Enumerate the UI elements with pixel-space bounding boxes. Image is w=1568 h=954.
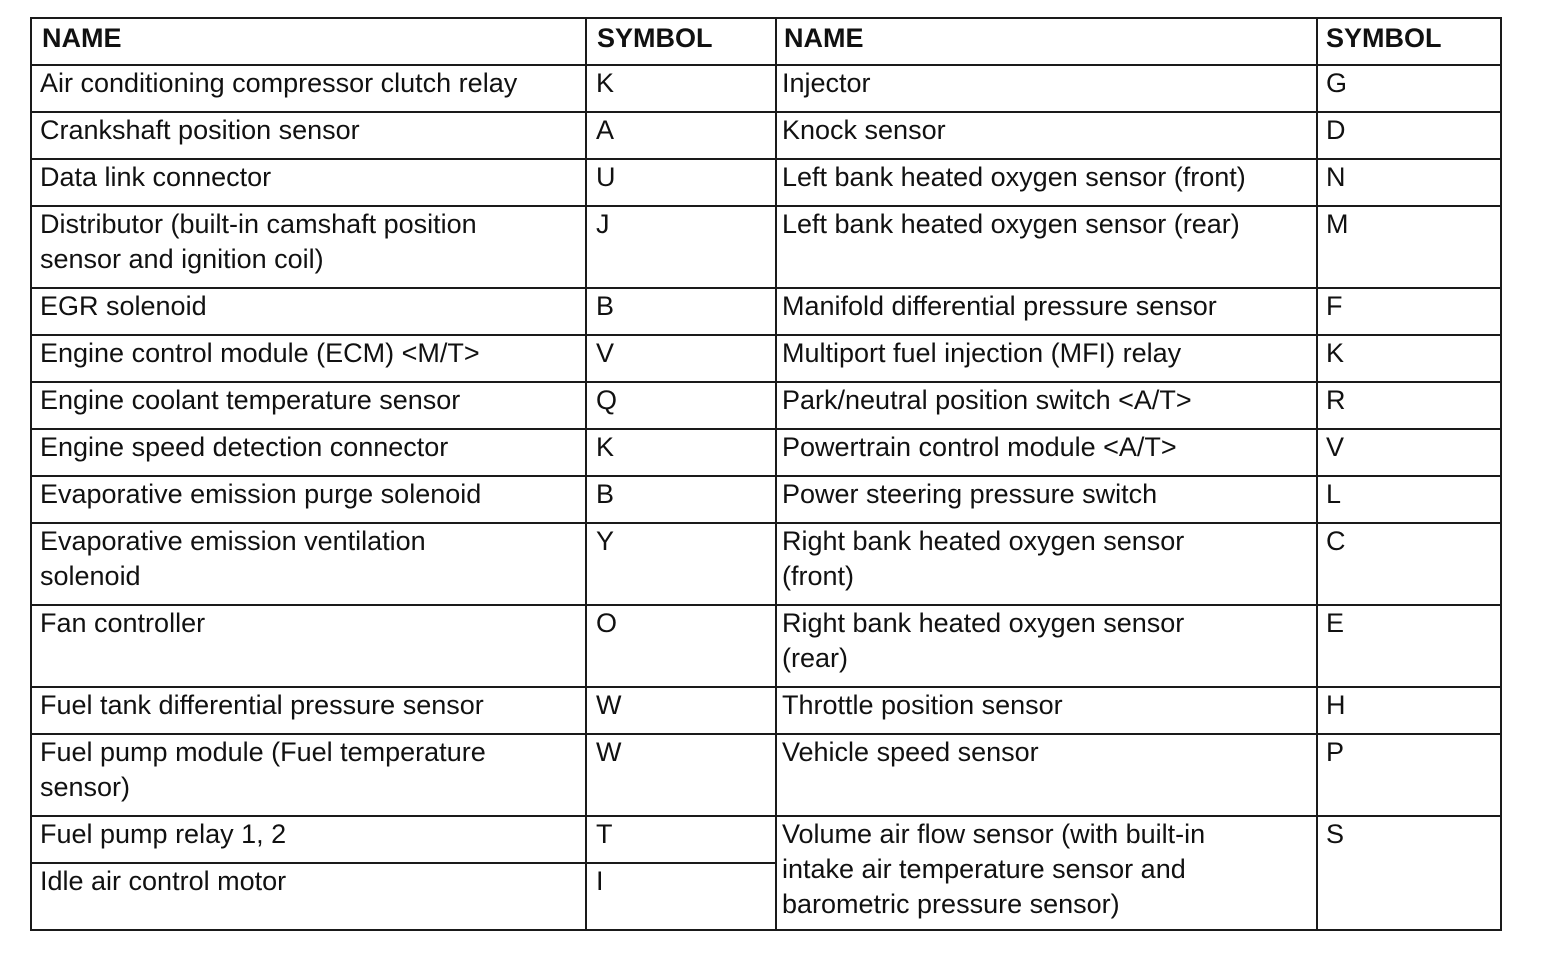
left-row-symbol: W bbox=[596, 690, 622, 720]
left-row-symbol: V bbox=[596, 338, 615, 368]
header-symbol-left: SYMBOL bbox=[597, 23, 713, 53]
left-row-symbol: O bbox=[596, 608, 618, 638]
left-row-name: EGR solenoid bbox=[40, 291, 207, 321]
left-row-symbol: K bbox=[596, 68, 615, 98]
header-name-left: NAME bbox=[42, 23, 122, 53]
right-row-symbol: R bbox=[1326, 385, 1346, 415]
right-row-name: Left bank heated oxygen sensor (front) bbox=[782, 162, 1246, 192]
left-row-symbol: Y bbox=[596, 526, 615, 556]
left-row-symbol: U bbox=[596, 162, 616, 192]
table-border-left bbox=[30, 17, 32, 931]
left-row-name: Engine speed detection connector bbox=[40, 432, 449, 462]
left-row-name: Fan controller bbox=[40, 608, 206, 638]
right-row-name: Volume air flow sensor (with built-in intake air temperature sensor and barometric pressure sensor) bbox=[782, 819, 1206, 919]
right-row-name: Injector bbox=[782, 68, 871, 98]
left-row-name: Air conditioning compressor clutch relay bbox=[40, 68, 518, 98]
header-name-right: NAME bbox=[784, 23, 864, 53]
left-row-name: Fuel tank differential pressure sensor bbox=[40, 690, 484, 720]
right-row-name: Manifold differential pressure sensor bbox=[782, 291, 1217, 321]
table-border-right bbox=[1500, 17, 1502, 931]
component-table bbox=[30, 17, 1502, 931]
right-row-name: Multiport fuel injection (MFI) relay bbox=[782, 338, 1182, 368]
left-row-name: Data link connector bbox=[40, 162, 272, 192]
left-row-name: Crankshaft position sensor bbox=[40, 115, 360, 145]
left-row-name: Evaporative emission purge solenoid bbox=[40, 479, 482, 509]
right-row-symbol: F bbox=[1326, 291, 1343, 321]
right-row-symbol: G bbox=[1326, 68, 1348, 98]
left-row-name: Fuel pump relay 1, 2 bbox=[40, 819, 287, 849]
right-row-symbol: E bbox=[1326, 608, 1345, 638]
column-rule bbox=[1316, 17, 1318, 931]
right-row-name: Powertrain control module <A/T> bbox=[782, 432, 1177, 462]
column-rule bbox=[775, 17, 777, 931]
left-row-symbol: A bbox=[596, 115, 615, 145]
column-rule bbox=[585, 17, 587, 931]
right-row-symbol: N bbox=[1326, 162, 1346, 192]
left-row-name: Evaporative emission ventilation solenoid bbox=[40, 526, 426, 591]
right-row-symbol: P bbox=[1326, 737, 1345, 767]
right-row-name: Power steering pressure switch bbox=[782, 479, 1158, 509]
right-row-name: Right bank heated oxygen sensor (front) bbox=[782, 526, 1185, 591]
right-row-name: Left bank heated oxygen sensor (rear) bbox=[782, 209, 1240, 239]
left-row-symbol: I bbox=[596, 866, 604, 896]
right-row-name: Vehicle speed sensor bbox=[782, 737, 1039, 767]
right-row-symbol: K bbox=[1326, 338, 1345, 368]
right-row-symbol: H bbox=[1326, 690, 1346, 720]
left-row-name: Fuel pump module (Fuel temperature sensor) bbox=[40, 737, 486, 802]
left-row-symbol: T bbox=[596, 819, 613, 849]
left-row-name: Distributor (built-in camshaft position sensor and ignition coil) bbox=[40, 209, 477, 274]
right-row-symbol: C bbox=[1326, 526, 1346, 556]
right-row-name: Throttle position sensor bbox=[782, 690, 1063, 720]
right-row-symbol: V bbox=[1326, 432, 1345, 462]
right-row-symbol: L bbox=[1326, 479, 1342, 509]
right-row-name: Right bank heated oxygen sensor (rear) bbox=[782, 608, 1185, 673]
table-border-top bbox=[30, 17, 1502, 19]
right-row-symbol: M bbox=[1326, 209, 1349, 239]
left-row-symbol: Q bbox=[596, 385, 618, 415]
left-row-name: Engine control module (ECM) <M/T> bbox=[40, 338, 480, 368]
left-row-symbol: W bbox=[596, 737, 622, 767]
table-border-bottom bbox=[30, 929, 1502, 931]
right-row-name: Park/neutral position switch <A/T> bbox=[782, 385, 1192, 415]
left-row-symbol: B bbox=[596, 291, 615, 321]
right-row-name: Knock sensor bbox=[782, 115, 946, 145]
left-row-symbol: B bbox=[596, 479, 615, 509]
left-row-symbol: K bbox=[596, 432, 615, 462]
left-row-name: Engine coolant temperature sensor bbox=[40, 385, 461, 415]
right-row-symbol: S bbox=[1326, 819, 1345, 849]
left-row-name: Idle air control motor bbox=[40, 866, 287, 896]
right-row-symbol: D bbox=[1326, 115, 1346, 145]
header-symbol-right: SYMBOL bbox=[1326, 23, 1442, 53]
left-row-symbol: J bbox=[596, 209, 610, 239]
